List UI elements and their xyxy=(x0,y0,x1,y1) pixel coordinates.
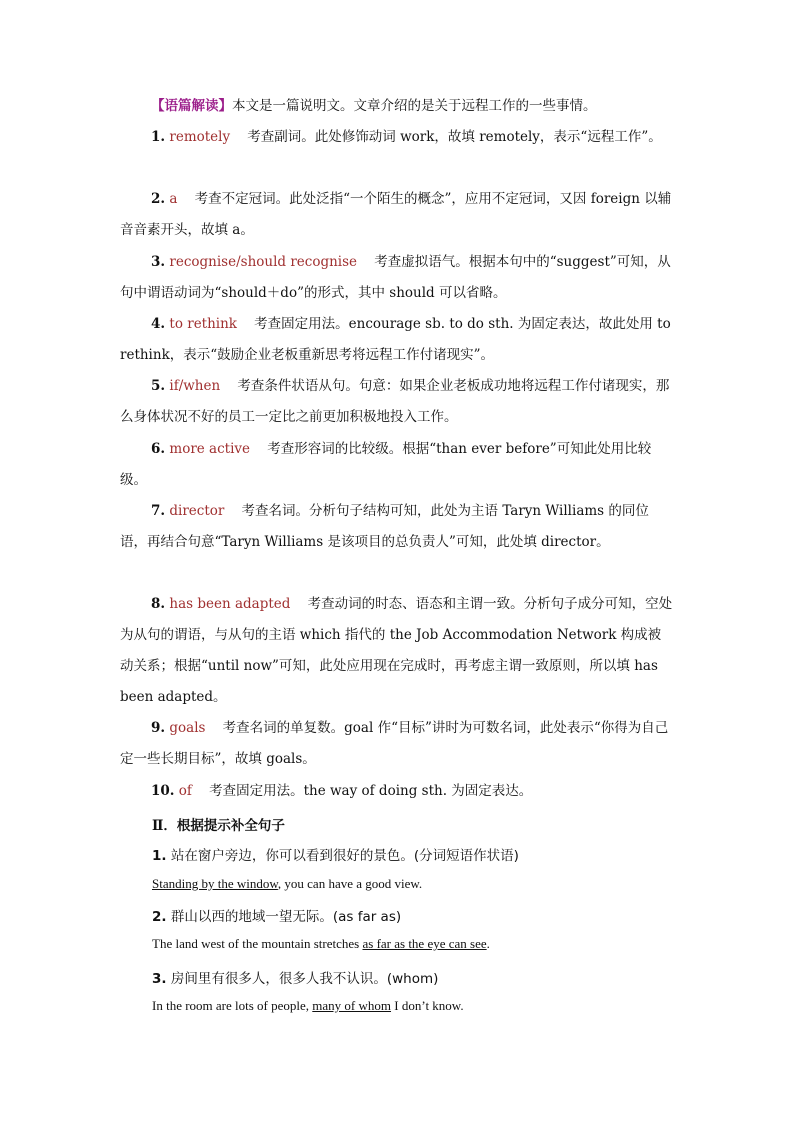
answer-item-9 xyxy=(120,713,674,775)
sentence-prompt-2 xyxy=(152,905,401,925)
item-explanation: 考查名词的单复数。goal 作“目标”讲时为可数名词，此处表示“你得为自己定一些长期目标”，故填 goals。 xyxy=(120,720,669,767)
item-number: 5. xyxy=(151,378,166,394)
item-explanation: 考查形容词的比较级。根据“than ever before”可知此处用比较级。 xyxy=(120,441,652,488)
item-answer: has been adapted xyxy=(169,596,291,612)
item-answer: if/when xyxy=(169,378,221,394)
sentence-answer-2 xyxy=(152,936,490,952)
answer-post: . xyxy=(486,936,490,951)
item-number: 9. xyxy=(151,720,166,736)
sentence-chinese: 群山以西的地域一望无际。(as far as) xyxy=(170,909,402,925)
analysis-tag: 【语篇解读】 xyxy=(151,98,232,114)
item-number: 1. xyxy=(151,129,166,145)
answer-pre: In the room are lots of people, xyxy=(152,998,313,1013)
answer-item-6 xyxy=(120,434,674,496)
answer-item-7 xyxy=(120,496,674,558)
answer-blank: as far as the eye can see xyxy=(362,936,487,951)
answer-item-2 xyxy=(120,184,674,246)
answer-blank: many of whom xyxy=(312,998,392,1013)
answer-pre: The land west of the mountain stretches xyxy=(152,936,363,951)
item-number: 4. xyxy=(151,316,166,332)
answer-item-8 xyxy=(120,589,674,713)
item-number: 6. xyxy=(151,441,166,457)
item-answer: remotely xyxy=(169,129,231,145)
item-answer: to rethink xyxy=(169,316,237,332)
sentence-number: 1. xyxy=(152,848,167,864)
item-explanation: 考查条件状语从句。句意：如果企业老板成功地将远程工作付诸现实，那么身体状况不好的员工一定比之前更加积极地投入工作。 xyxy=(120,378,670,425)
sentence-chinese: 站在窗户旁边，你可以看到很好的景色。(分词短语作状语) xyxy=(170,848,519,864)
item-explanation: 考查固定用法。encourage sb. to do sth. 为固定表达，故此处用 to rethink，表示“鼓励企业老板重新思考将远程工作付诸现实”。 xyxy=(120,316,671,363)
item-answer: of xyxy=(178,783,192,799)
sentence-number: 2. xyxy=(152,909,167,925)
answer-item-10 xyxy=(120,776,674,807)
item-number: 3. xyxy=(151,254,166,270)
item-number: 7. xyxy=(151,503,166,519)
sentence-answer-3 xyxy=(152,998,464,1014)
sentence-prompt-1 xyxy=(152,844,519,864)
answer-item-4 xyxy=(120,309,674,371)
section-title: Ⅱ．根据提示补全句子 xyxy=(152,818,285,834)
item-explanation: 考查固定用法。the way of doing sth. 为固定表达。 xyxy=(209,783,533,799)
item-explanation: 考查名词。分析句子结构可知，此处为主语 Taryn Williams 的同位语，再结合句意“Taryn Williams 是该项目的总负责人”可知，此处填 director。 xyxy=(120,503,649,550)
sentence-number: 3. xyxy=(152,971,167,987)
item-explanation: 考查副词。此处修饰动词 work，故填 remotely，表示“远程工作”。 xyxy=(247,129,662,145)
sentence-prompt-3 xyxy=(152,967,438,987)
analysis-text: 本文是一篇说明文。文章介绍的是关于远程工作的一些事情。 xyxy=(232,98,597,114)
item-number: 8. xyxy=(151,596,166,612)
answer-item-5 xyxy=(120,371,674,433)
item-answer: a xyxy=(169,191,178,207)
sentence-answer-1 xyxy=(152,876,422,892)
item-answer: director xyxy=(169,503,225,519)
item-answer: recognise/should recognise xyxy=(169,254,358,270)
item-explanation: 考查动词的时态、语态和主谓一致。分析句子成分可知，空处为从句的谓语，与从句的主语 which 指代的 the Job Accommodation Network 构成被动关系；根据“until now”可知，此处应用现在完成时，再考虑主谓一致原则，所以填 has been adapted。 xyxy=(120,596,673,705)
answer-item-3 xyxy=(120,247,674,309)
item-explanation: 考查虚拟语气。根据本句中的“suggest”可知，从句中谓语动词为“should＋do”的形式，其中 should 可以省略。 xyxy=(120,254,671,301)
item-answer: more active xyxy=(169,441,251,457)
item-explanation: 考查不定冠词。此处泛指“一个陌生的概念”，应用不定冠词，又因 foreign 以辅音音素开头，故填 a。 xyxy=(120,191,672,238)
analysis-paragraph xyxy=(120,91,674,122)
item-number: 10. xyxy=(151,783,175,799)
answer-item-1 xyxy=(120,122,674,153)
answer-post: , you can have a good view. xyxy=(277,876,423,891)
item-number: 2. xyxy=(151,191,166,207)
sentence-chinese: 房间里有很多人，很多人我不认识。(whom) xyxy=(170,971,439,987)
answer-post: I don’t know. xyxy=(391,998,464,1013)
item-answer: goals xyxy=(169,720,206,736)
answer-blank: Standing by the window xyxy=(152,876,278,891)
